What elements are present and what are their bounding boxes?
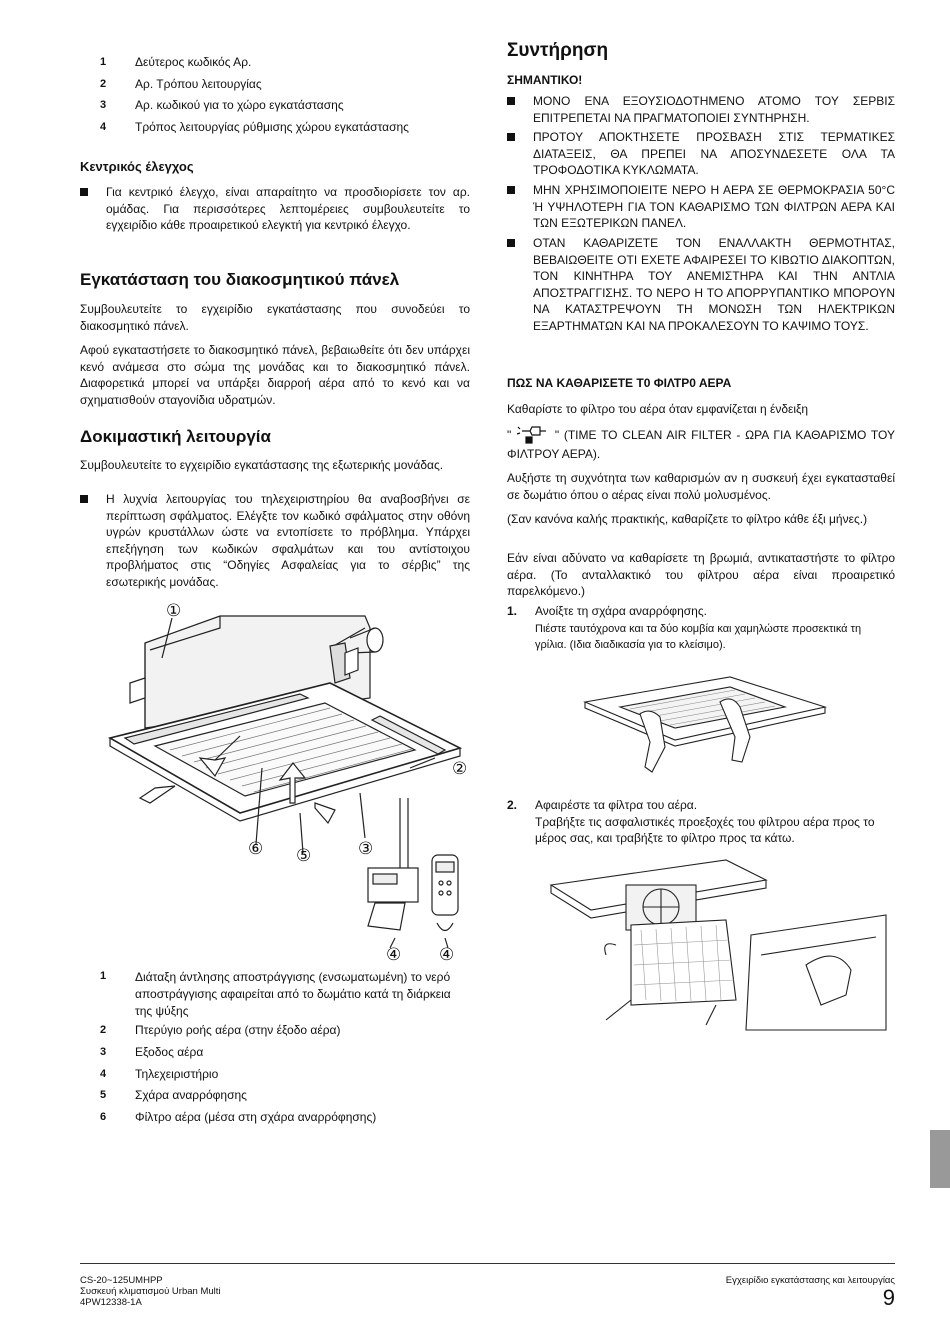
test-heading: Δοκιμαστική λειτουργία <box>80 427 271 446</box>
clean-paragraph-1: Καθαρίστε το φίλτρο του αέρα όταν εμφανίζεται η ένδειξη <box>507 402 809 416</box>
clean-paragraph-1b: " " (TIME TO CLEAN AIR FILTER - ΩΡΑ ΓΙΑ ΚΑΘΑΡΙΣΜΟ ΤΟΥ ΦΙΛΤΡΟΥ ΑΕΡΑ). <box>507 423 895 463</box>
open-grille-illustration <box>580 662 830 782</box>
cassette-unit-diagram <box>90 598 480 968</box>
footer-right-title: Εγχειρίδιο εγκατάστασης και λειτουργίας <box>725 1275 895 1286</box>
callout-4a-label: ④ <box>386 945 402 964</box>
page-number: 9 <box>882 1285 895 1310</box>
footer-left: CS-20~125UMHPP Συσκευή κλιματισμού Urban Multi 4PW12338-1A <box>80 1275 221 1308</box>
panel-heading: Εγκατάσταση του διακοσμητικού πάνελ <box>80 270 400 289</box>
callout-6-label: ⑥ <box>248 839 264 858</box>
footer-divider <box>80 1263 895 1264</box>
bullet-square-icon <box>507 186 515 194</box>
section-tab-marker <box>930 1130 950 1188</box>
clean-paragraph-2: Αυξήστε τη συχνότητα των καθαρισμών αν η συσκευή έχει εγκατασταθεί σε δωμάτιο όπου ο αέρας είναι πολύ μολυσμένος. <box>507 471 895 502</box>
clean-filter-heading: ΠΩΣ ΝΑ ΚΑΘΑΡΙΣΕΤΕ Τ0 ΦΙΛΤΡ0 ΑΕΡΑ <box>507 376 732 390</box>
test-paragraph-1: Συμβουλευτείτε το εγχειρίδιο εγκατάστασης της εξωτερικής μονάδας. <box>80 458 444 472</box>
callout-3-label: ③ <box>358 839 374 858</box>
bullet-square-icon <box>507 133 515 141</box>
remove-filter-illustration <box>546 855 891 1035</box>
filter-sign-icon <box>516 423 550 445</box>
bullet-square-icon <box>80 188 88 196</box>
panel-paragraph-1: Συμβουλευτείτε το εγχειρίδιο εγκατάστασης που συνοδεύει το διακοσμητικό πάνελ. <box>80 302 470 333</box>
bullet-square-icon <box>507 239 515 247</box>
maintenance-heading: Συντήρηση <box>507 40 609 61</box>
callout-1-label: ① <box>166 601 182 620</box>
clean-paragraph-4: Εάν είναι αδύνατο να καθαρίσετε τη βρωμιά, αντικαταστήστε το φίλτρο αέρα. (Το ανταλλακτικό του φίλτρου αέρα είναι προαιρετικό παρελκόμενο.) <box>507 551 895 598</box>
important-label: ΣΗΜΑΝΤΙΚΟ! <box>507 73 583 87</box>
clean-paragraph-3: (Σαν κανόνα καλής πρακτικής, καθαρίζετε το φίλτρο κάθε έξι μήνες.) <box>507 512 868 526</box>
callout-2-label: ② <box>452 759 468 778</box>
panel-paragraph-2: Αφού εγκαταστήσετε το διακοσμητικό πάνελ, βεβαιωθείτε ότι δεν υπάρχει κενό ανάμεσα στο σώμα της μονάδας και το διακοσμητικό πάνελ. Διαφορετικά μπορεί να υπάρξει διαρροή αέρα από το κενό και να σχηματισθούν σταγονίδια υδρατμών. <box>80 343 470 407</box>
central-heading: Κεντρικός έλεγχος <box>80 159 194 174</box>
callout-4b-label: ④ <box>439 945 455 964</box>
bullet-square-icon <box>507 97 515 105</box>
callout-5-label: ⑤ <box>296 846 312 865</box>
bullet-square-icon <box>80 495 88 503</box>
